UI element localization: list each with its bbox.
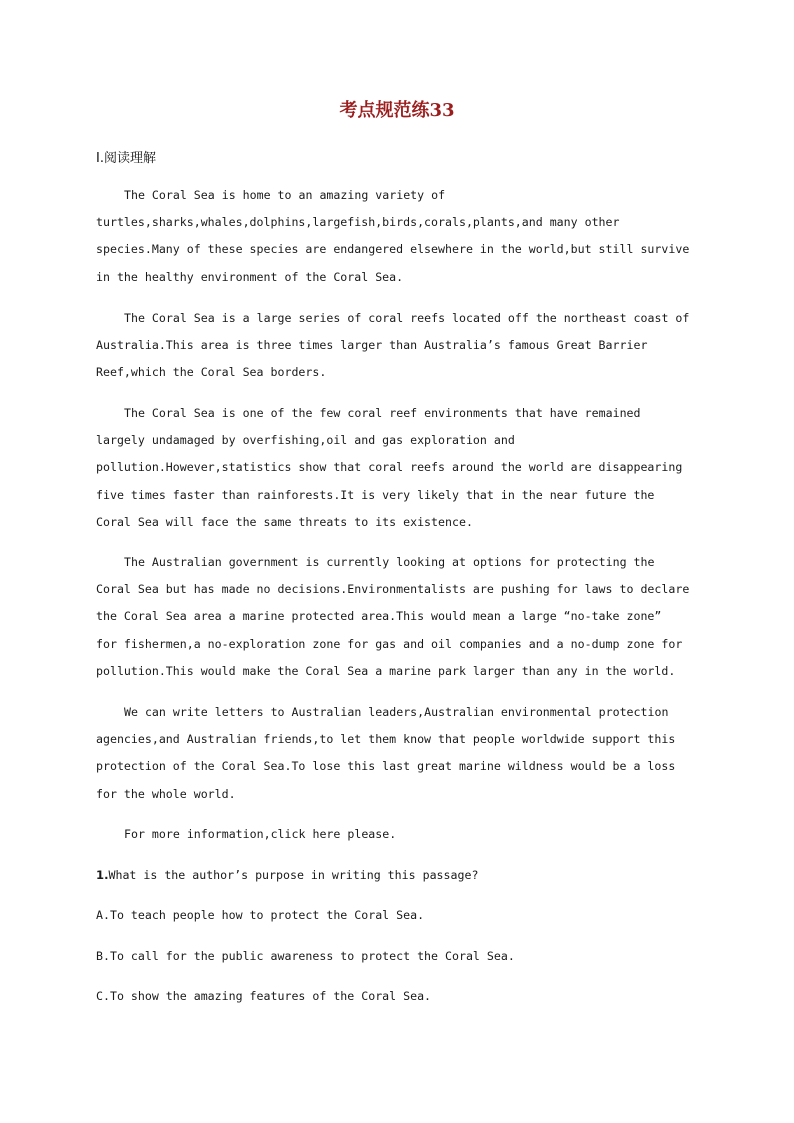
paragraph-line: turtles,sharks,whales,dolphins,largefish,birds,corals,plants,and many other xyxy=(96,215,620,230)
option-text: C.To show the amazing features of the Coral Sea. xyxy=(96,989,432,1003)
paragraph-3 xyxy=(96,400,706,536)
paragraph-line: Coral Sea but has made no decisions.Environmentalists are pushing for laws to declare xyxy=(96,582,690,597)
option-a xyxy=(96,902,706,929)
paragraph-line: in the healthy environment of the Coral Sea. xyxy=(96,269,404,284)
paragraph-1 xyxy=(96,182,706,291)
option-c xyxy=(96,983,706,1010)
paragraph-line: The Coral Sea is home to an amazing variety of xyxy=(124,188,446,202)
paragraph-line: agencies,and Australian friends,to let them know that people worldwide support this xyxy=(96,732,676,747)
option-b xyxy=(96,943,706,970)
paragraph-5 xyxy=(96,699,706,808)
paragraph-line: five times faster than rainforests.It is very likely that in the near future the xyxy=(96,487,655,502)
question-stem xyxy=(96,862,706,889)
paragraph-4 xyxy=(96,549,706,685)
paragraph-line: For more information,click here please. xyxy=(124,827,397,841)
paragraph-line: Coral Sea will face the same threats to its existence. xyxy=(96,514,473,529)
question-text: What is the author’s purpose in writing this passage? xyxy=(108,868,479,882)
paragraph-line: We can write letters to Australian leaders,Australian environmental protection xyxy=(124,705,669,719)
paragraph-line: The Australian government is currently looking at options for protecting the xyxy=(124,555,655,569)
paragraph-line: for the whole world. xyxy=(96,786,236,801)
page-title: 考点规范练33 xyxy=(339,100,455,121)
paragraph-line: protection of the Coral Sea.To lose this last great marine wildness would be a loss xyxy=(96,759,676,774)
paragraph-line: pollution.This would make the Coral Sea a marine park larger than any in the world. xyxy=(96,663,676,678)
section-heading: Ⅰ.阅读理解 xyxy=(96,151,156,166)
paragraph-line: Australia.This area is three times larger than Australia’s famous Great Barrier xyxy=(96,338,648,353)
paragraph-2 xyxy=(96,305,706,387)
paragraph-line: Reef,which the Coral Sea borders. xyxy=(96,365,327,380)
paragraph-line: pollution.However,statistics show that coral reefs around the world are disappearing xyxy=(96,460,683,475)
paragraph-line: species.Many of these species are endangered elsewhere in the world,but still survive xyxy=(96,242,690,257)
option-text: B.To call for the public awareness to protect the Coral Sea. xyxy=(96,949,515,963)
paragraph-6 xyxy=(96,821,706,848)
paragraph-line: The Coral Sea is a large series of coral reefs located off the northeast coast of xyxy=(124,311,690,325)
paragraph-line: the Coral Sea area a marine protected area.This would mean a large “no-take zone” xyxy=(96,609,662,624)
paragraph-line: for fishermen,a no-exploration zone for gas and oil companies and a no-dump zone for xyxy=(96,636,683,651)
question-1 xyxy=(96,862,706,889)
question-number: 1. xyxy=(96,868,109,882)
paragraph-line: The Coral Sea is one of the few coral reef environments that have remained xyxy=(124,406,641,420)
option-text: A.To teach people how to protect the Coral Sea. xyxy=(96,908,425,922)
paragraph-line: largely undamaged by overfishing,oil and gas exploration and xyxy=(96,433,515,448)
